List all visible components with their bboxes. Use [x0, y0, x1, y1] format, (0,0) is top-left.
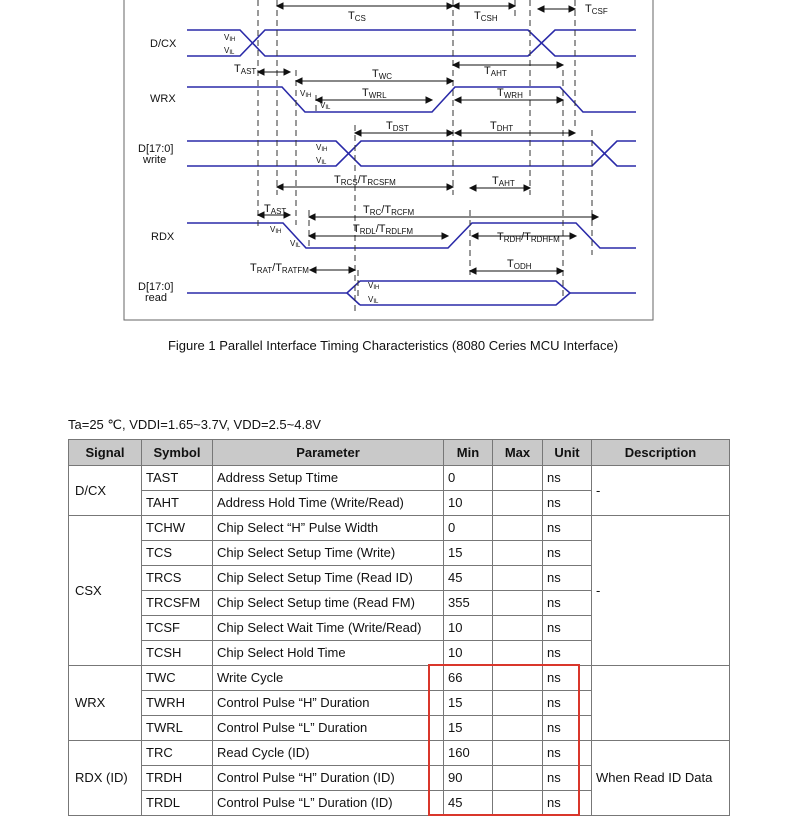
cell-parameter: Write Cycle [213, 666, 444, 691]
header-parameter: Parameter [213, 440, 444, 466]
dwrite-wave-high [187, 141, 636, 166]
cell-min: 66 [444, 666, 493, 691]
cell-min: 10 [444, 641, 493, 666]
cell-max [493, 516, 543, 541]
timing-label-taht: TAHT [484, 65, 507, 78]
cell-symbol: TRDL [142, 791, 213, 816]
cell-parameter: Control Pulse “L” Duration (ID) [213, 791, 444, 816]
cell-description: When Read ID Data [592, 741, 730, 816]
timing-label-trc: TRC/TRCFM [363, 204, 415, 217]
cell-min: 15 [444, 691, 493, 716]
cell-min: 45 [444, 791, 493, 816]
cell-parameter: Chip Select Setup Time (Write) [213, 541, 444, 566]
cell-unit: ns [543, 541, 592, 566]
cell-max [493, 791, 543, 816]
dread-wave-left [187, 281, 360, 293]
cell-min: 160 [444, 741, 493, 766]
cell-unit: ns [543, 741, 592, 766]
cell-min: 0 [444, 516, 493, 541]
signal-label-wrx: WRX [150, 93, 176, 105]
level-label-vil-dwrite: VIL [316, 156, 327, 166]
header-unit: Unit [543, 440, 592, 466]
cell-max [493, 591, 543, 616]
timing-label-todh: TODH [507, 258, 532, 271]
timing-label-trat: TRAT/TRATFM [250, 262, 309, 275]
dcx-wave-low [187, 30, 636, 56]
timing-diagram [0, 0, 786, 330]
timing-label-trdh: TRDH/TRDHFM [497, 231, 560, 244]
cell-unit: ns [543, 491, 592, 516]
cell-unit: ns [543, 591, 592, 616]
cell-min: 355 [444, 591, 493, 616]
cell-symbol: TRC [142, 741, 213, 766]
signal-label-dcx: D/CX [150, 38, 177, 50]
dcx-wave-high [187, 30, 636, 56]
cell-max [493, 716, 543, 741]
timing-label-twrl: TWRL [362, 87, 387, 100]
cell-symbol: TRDH [142, 766, 213, 791]
cell-unit: ns [543, 791, 592, 816]
cell-max [493, 466, 543, 491]
cell-symbol: TCSF [142, 616, 213, 641]
header-symbol: Symbol [142, 440, 213, 466]
timing-label-tast-read: TAST [264, 203, 287, 216]
table-row [69, 666, 730, 691]
cell-min: 45 [444, 566, 493, 591]
cell-symbol: TCHW [142, 516, 213, 541]
timing-label-trcs: TRCS/TRCSFM [334, 174, 396, 187]
cell-max [493, 766, 543, 791]
cell-parameter: Chip Select Setup time (Read FM) [213, 591, 444, 616]
header-max: Max [493, 440, 543, 466]
cell-symbol: TWRH [142, 691, 213, 716]
cell-min: 15 [444, 716, 493, 741]
cell-parameter: Control Pulse “L” Duration [213, 716, 444, 741]
table-row [69, 741, 730, 766]
table-row [69, 516, 730, 541]
cell-max [493, 741, 543, 766]
level-label-vih-rdx: VIH [270, 225, 282, 235]
dwrite-wave-low [187, 141, 636, 166]
cell-signal: WRX [69, 666, 142, 741]
cell-unit: ns [543, 616, 592, 641]
cell-max [493, 641, 543, 666]
cell-signal: CSX [69, 516, 142, 666]
cell-symbol: TCS [142, 541, 213, 566]
header-signal: Signal [69, 440, 142, 466]
timing-label-trdl: TRDL/TRDLFM [353, 223, 414, 236]
cell-parameter: Control Pulse “H” Duration [213, 691, 444, 716]
timing-label-twrh: TWRH [497, 87, 523, 100]
cell-unit: ns [543, 716, 592, 741]
cell-unit: ns [543, 516, 592, 541]
level-label-vih-dread: VIH [368, 281, 380, 291]
timing-label-taht-read: TAHT [492, 175, 515, 188]
cell-max [493, 616, 543, 641]
header-min: Min [444, 440, 493, 466]
table-row [69, 466, 730, 491]
level-label-vih-wrx: VIH [300, 89, 312, 99]
cell-unit: ns [543, 691, 592, 716]
cell-unit: ns [543, 566, 592, 591]
cell-unit: ns [543, 766, 592, 791]
cell-description: - [592, 466, 730, 516]
signal-label-dread-sub: read [145, 292, 168, 304]
cell-signal: D/CX [69, 466, 142, 516]
cell-min: 90 [444, 766, 493, 791]
cell-parameter: Control Pulse “H” Duration (ID) [213, 766, 444, 791]
cell-min: 10 [444, 616, 493, 641]
cell-symbol: TAST [142, 466, 213, 491]
timing-label-tdht: TDHT [490, 120, 514, 133]
signal-label-dwrite-sub: write [143, 154, 167, 166]
cell-min: 15 [444, 541, 493, 566]
cell-min: 0 [444, 466, 493, 491]
level-label-vih-dcx: VIH [224, 33, 236, 43]
cell-unit: ns [543, 666, 592, 691]
cell-parameter: Address Setup Ttime [213, 466, 444, 491]
timing-spec-table [68, 439, 730, 816]
cell-symbol: TWC [142, 666, 213, 691]
signal-label-dwrite: D[17:0] [138, 143, 174, 155]
cell-symbol: TRCS [142, 566, 213, 591]
level-label-vil-rdx: VIL [290, 239, 301, 249]
timing-label-tast: TAST [234, 63, 257, 76]
cell-max [493, 691, 543, 716]
cell-parameter: Chip Select Wait Time (Write/Read) [213, 616, 444, 641]
cell-max [493, 541, 543, 566]
cell-unit: ns [543, 641, 592, 666]
cell-parameter: Chip Select “H” Pulse Width [213, 516, 444, 541]
diagram-frame [124, 0, 653, 320]
cell-max [493, 566, 543, 591]
level-label-vil-wrx: VIL [320, 101, 331, 111]
table-header-row [69, 440, 730, 466]
cell-min: 10 [444, 491, 493, 516]
cell-parameter: Chip Select Hold Time [213, 641, 444, 666]
cell-max [493, 491, 543, 516]
dread-wave-bus [360, 281, 570, 305]
cell-description: - [592, 516, 730, 666]
test-conditions: Ta=25 ℃, VDDI=1.65~3.7V, VDD=2.5~4.8V [68, 417, 321, 432]
timing-label-twc: TWC [372, 68, 393, 81]
cell-parameter: Chip Select Setup Time (Read ID) [213, 566, 444, 591]
figure-caption: Figure 1 Parallel Interface Timing Characteristics (8080 Ceries MCU Interface) [167, 338, 619, 353]
cell-symbol: TWRL [142, 716, 213, 741]
timing-label-tcs: TCS [348, 10, 366, 23]
cell-symbol: TAHT [142, 491, 213, 516]
timing-label-tcsh: TCSH [474, 10, 498, 23]
timing-label-tcsf: TCSF [585, 3, 608, 16]
cell-symbol: TRCSFM [142, 591, 213, 616]
cell-parameter: Address Hold Time (Write/Read) [213, 491, 444, 516]
level-label-vil-dread: VIL [368, 295, 379, 305]
cell-signal: RDX (ID) [69, 741, 142, 816]
cell-symbol: TCSH [142, 641, 213, 666]
signal-label-dread: D[17:0] [138, 281, 174, 293]
cell-unit: ns [543, 466, 592, 491]
cell-description [592, 666, 730, 741]
cell-max [493, 666, 543, 691]
header-description: Description [592, 440, 730, 466]
timing-label-tdst: TDST [386, 120, 409, 133]
signal-label-rdx: RDX [151, 231, 175, 243]
level-label-vil-dcx: VIL [224, 46, 235, 56]
cell-parameter: Read Cycle (ID) [213, 741, 444, 766]
level-label-vih-dwrite: VIH [316, 143, 328, 153]
